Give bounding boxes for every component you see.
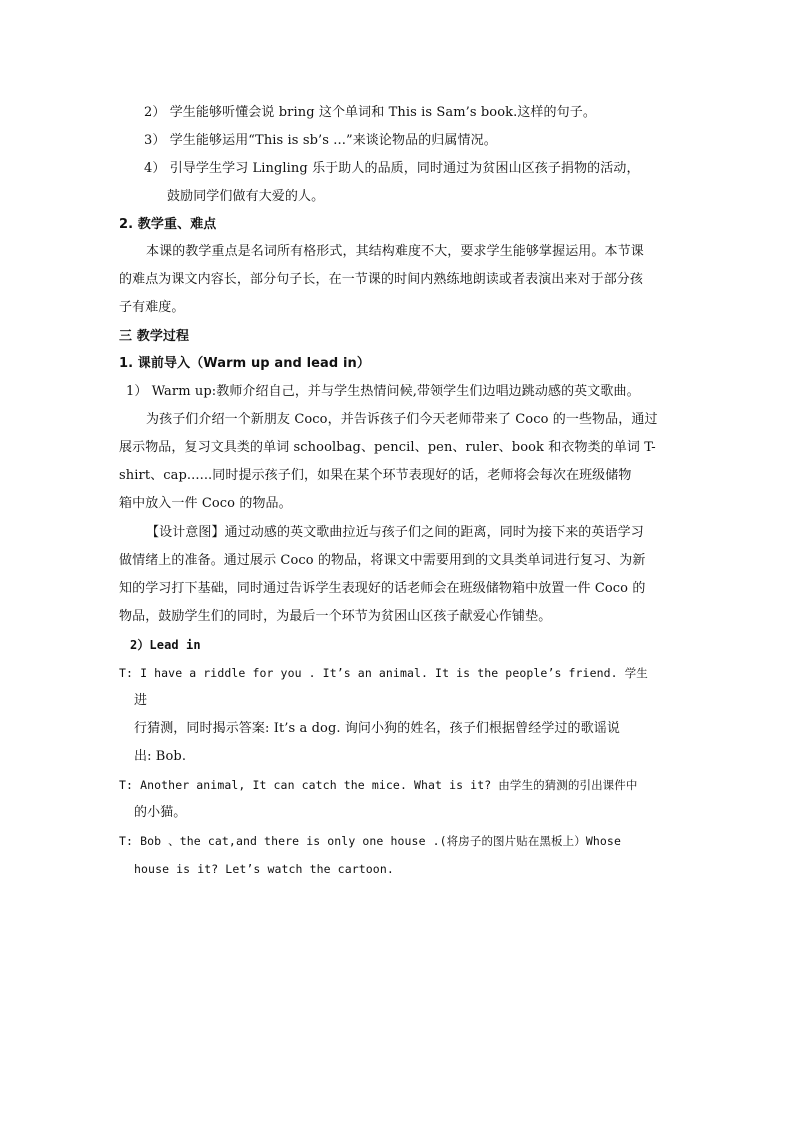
coco-paragraph-line-4: 箱中放入一件 Coco 的物品。 bbox=[119, 496, 292, 511]
coco-paragraph-line-1: 为孩子们介绍一个新朋友 Coco，并告诉孩子们今天老师带来了 Coco 的一些物品，通过 bbox=[146, 412, 658, 427]
design-intent-line-2: 做情绪上的准备。通过展示 Coco 的物品，将课文中需要用到的文具类单词进行复习、为新 bbox=[119, 553, 646, 568]
subsection-heading-warmup-leadin: 1. 课前导入（Warm up and lead in） bbox=[119, 356, 370, 371]
dialogue-t1-line-1: T: I have a riddle for you . It’s an animal. It is the people’s friend. 学生 bbox=[119, 666, 648, 680]
objective-item-2: 2） 学生能够听懂会说 bring 这个单词和 This is Sam’s book.这样的句子。 bbox=[144, 105, 596, 120]
keypoints-paragraph-line-1: 本课的教学重点是名词所有格形式，其结构难度不大，要求学生能够掌握运用。本节课 bbox=[146, 244, 644, 259]
design-intent-line-3: 知的学习打下基础，同时通过告诉学生表现好的话老师会在班级储物箱中放置一件 Coco 的 bbox=[119, 581, 646, 596]
subsection-heading-leadin: 2）Lead in bbox=[130, 638, 201, 652]
dialogue-t1-line-3: 行猜测，同时揭示答案: It’s a dog. 询问小狗的姓名，孩子们根据曾经学过的歌谣说 bbox=[134, 721, 620, 736]
objective-item-4-line-1: 4） 引导学生学习 Lingling 乐于助人的品质，同时通过为贫困山区孩子捐物的活动， bbox=[144, 161, 640, 176]
dialogue-t3-line-2: house is it? Let’s watch the cartoon. bbox=[134, 862, 394, 876]
section-heading-teaching-process: 三 教学过程 bbox=[119, 329, 190, 344]
warmup-line: 1） Warm up:教师介绍自己，并与学生热情问候,带领学生们边唱边跳动感的英文歌曲。 bbox=[126, 384, 640, 399]
dialogue-t2-line-1: T: Another animal, It can catch the mice. What is it? 由学生的猜测的引出课件中 bbox=[119, 778, 638, 792]
section-heading-keypoints: 2. 教学重、难点 bbox=[119, 217, 217, 232]
coco-paragraph-line-3: shirt、cap......同时提示孩子们，如果在某个环节表现好的话，老师将会每次在班级储物 bbox=[119, 468, 632, 483]
dialogue-t3-line-1: T: Bob 、the cat,and there is only one house .(将房子的图片贴在黑板上）Whose bbox=[119, 834, 621, 848]
keypoints-paragraph-line-2: 的难点为课文内容长，部分句子长，在一节课的时间内熟练地朗读或者表演出来对于部分孩 bbox=[119, 272, 644, 287]
design-intent-line-1: 【设计意图】通过动感的英文歌曲拉近与孩子们之间的距离，同时为接下来的英语学习 bbox=[146, 525, 644, 540]
objective-item-4-line-2: 鼓励同学们做有大爱的人。 bbox=[167, 189, 325, 204]
dialogue-t1-line-2: 进 bbox=[134, 693, 148, 708]
objective-item-3: 3） 学生能够运用“This is sb’s ...”来谈论物品的归属情况。 bbox=[144, 133, 497, 148]
keypoints-paragraph-line-3: 子有难度。 bbox=[119, 300, 185, 315]
coco-paragraph-line-2: 展示物品，复习文具类的单词 schoolbag、pencil、pen、ruler、book 和衣物类的单词 T- bbox=[119, 440, 656, 455]
dialogue-t2-line-2: 的小猫。 bbox=[134, 805, 187, 820]
design-intent-line-4: 物品，鼓励学生们的同时，为最后一个环节为贫困山区孩子献爱心作铺垫。 bbox=[119, 609, 552, 624]
dialogue-t1-line-4: 出: Bob. bbox=[134, 749, 187, 764]
